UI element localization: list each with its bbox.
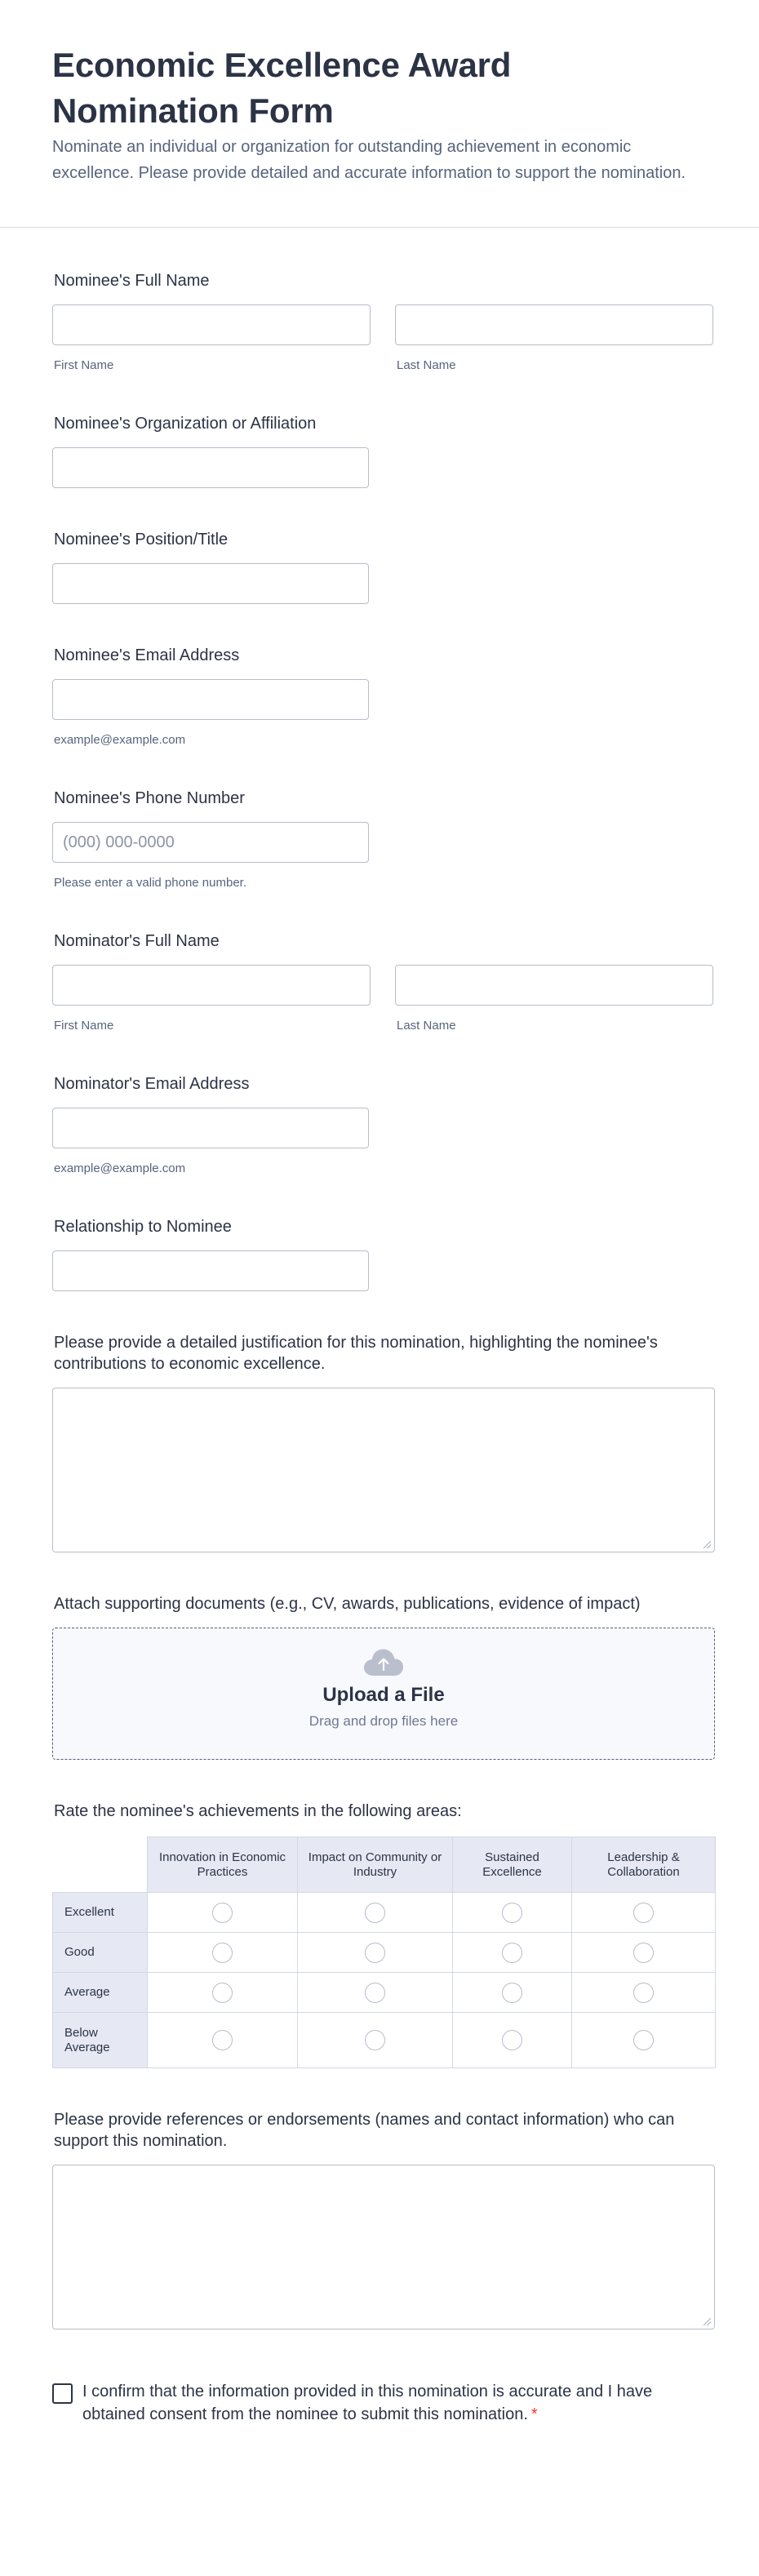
nominee-title-label: Nominee's Position/Title [54, 531, 229, 549]
nominee-email-field [52, 645, 717, 747]
confirm-label [82, 2380, 670, 2426]
file-upload-dropzone[interactable] [52, 1628, 715, 1760]
rating-radio[interactable] [365, 1903, 385, 1923]
rating-radio[interactable] [502, 2030, 522, 2050]
upload-title: Upload a File [322, 1684, 445, 1706]
nominator-name-label: Nominator's Full Name [54, 932, 220, 950]
nominee-last-name-sublabel: Last Name [397, 358, 456, 372]
page-title: Economic Excellence Award Nomination Form [52, 46, 512, 130]
resize-handle-icon[interactable] [704, 2318, 711, 2325]
upload-subtitle: Drag and drop files here [308, 1713, 459, 1729]
relationship-label: Relationship to Nominee [54, 1218, 232, 1236]
matrix-row [53, 1933, 716, 1973]
matrix-column-header: Innovation in Economic Practices [148, 1837, 298, 1893]
nomination-form [0, 270, 759, 2426]
attachments-label: Attach supporting documents (e.g., CV, awards, publications, evidence of impact) [54, 1595, 641, 1613]
matrix-row-header: Below Average [53, 2013, 148, 2068]
nominee-phone-field [52, 788, 717, 890]
nominator-email-sublabel: example@example.com [54, 1161, 186, 1175]
nominee-name-label: Nominee's Full Name [54, 272, 210, 290]
nominator-name-field [52, 930, 717, 1033]
nominee-org-field [52, 413, 717, 488]
matrix-row [53, 1893, 716, 1933]
rating-radio[interactable] [212, 1983, 233, 2003]
nominee-name-field [52, 270, 717, 372]
nominee-email-label: Nominee's Email Address [54, 646, 240, 664]
required-mark: * [530, 2405, 538, 2423]
nominee-org-label: Nominee's Organization or Affiliation [54, 415, 317, 433]
nominator-first-name-sublabel: First Name [54, 1019, 114, 1033]
matrix-column-header: Impact on Community or Industry [298, 1837, 453, 1893]
matrix-row-header: Good [53, 1933, 148, 1973]
form-header [0, 0, 759, 228]
confirm-checkbox[interactable] [52, 2383, 73, 2404]
nominee-phone-label: Nominee's Phone Number [54, 789, 245, 807]
nominee-last-name-input[interactable] [395, 304, 713, 345]
nominee-first-name-input[interactable] [52, 304, 371, 345]
rating-radio[interactable] [633, 1903, 654, 1923]
rating-field [52, 1801, 717, 2068]
nominee-first-name-sublabel: First Name [54, 358, 114, 372]
matrix-row-header: Excellent [53, 1893, 148, 1933]
cloud-upload-icon [363, 1648, 404, 1677]
rating-radio[interactable] [212, 1943, 233, 1963]
rating-radio[interactable] [502, 1943, 522, 1963]
matrix-column-header: Leadership & Collaboration [572, 1837, 716, 1893]
justification-textarea[interactable] [52, 1388, 715, 1552]
confirm-text: I confirm that the information provided in this nomination is accurate and I have obtained consent from the nominee to submit this nomination. [82, 2383, 653, 2423]
matrix-row [53, 1973, 716, 2013]
nominee-phone-sublabel: Please enter a valid phone number. [54, 876, 246, 890]
matrix-column-header: Sustained Excellence [453, 1837, 572, 1893]
nominator-first-name-input[interactable] [52, 965, 371, 1006]
resize-handle-icon[interactable] [704, 1541, 711, 1548]
rating-radio[interactable] [633, 1943, 654, 1963]
rating-radio[interactable] [365, 2030, 385, 2050]
confirm-field [52, 2380, 717, 2426]
nominee-phone-input[interactable]: (000) 000-0000 [52, 822, 369, 863]
rating-label: Rate the nominee's achievements in the following areas: [54, 1802, 462, 1820]
rating-radio[interactable] [633, 1983, 654, 2003]
references-label: Please provide references or endorsements (names and contact information) who can support this nomination. [54, 2111, 675, 2150]
page-subtitle: Nominate an individual or organization for outstanding achievement in economic excellence. Please provide detailed and accurate information to support the nomination. [52, 138, 686, 182]
rating-radio[interactable] [365, 1983, 385, 2003]
references-field [52, 2109, 717, 2330]
matrix-corner [53, 1837, 148, 1893]
nominator-email-label: Nominator's Email Address [54, 1075, 250, 1093]
attachments-field [52, 1593, 717, 1760]
nominator-last-name-input[interactable] [395, 965, 713, 1006]
rating-matrix [52, 1837, 716, 2068]
nominator-last-name-sublabel: Last Name [397, 1019, 456, 1033]
matrix-row [53, 2013, 716, 2068]
rating-radio[interactable] [212, 1903, 233, 1923]
nominee-title-input[interactable] [52, 563, 369, 604]
references-textarea[interactable] [52, 2165, 715, 2330]
nominee-title-field [52, 529, 717, 604]
rating-radio[interactable] [365, 1943, 385, 1963]
rating-radio[interactable] [502, 1903, 522, 1923]
rating-radio[interactable] [502, 1983, 522, 2003]
nominator-email-input[interactable] [52, 1108, 369, 1148]
justification-label: Please provide a detailed justification for this nomination, highlighting the nominee's contributions to economic excellence. [54, 1334, 658, 1373]
relationship-field [52, 1216, 717, 1291]
nominee-email-input[interactable] [52, 679, 369, 720]
nominee-org-input[interactable] [52, 447, 369, 488]
matrix-row-header: Average [53, 1973, 148, 2013]
relationship-input[interactable] [52, 1250, 369, 1291]
justification-field [52, 1332, 717, 1552]
nominator-email-field [52, 1073, 717, 1175]
rating-radio[interactable] [212, 2030, 233, 2050]
nominee-email-sublabel: example@example.com [54, 733, 186, 747]
rating-radio[interactable] [633, 2030, 654, 2050]
